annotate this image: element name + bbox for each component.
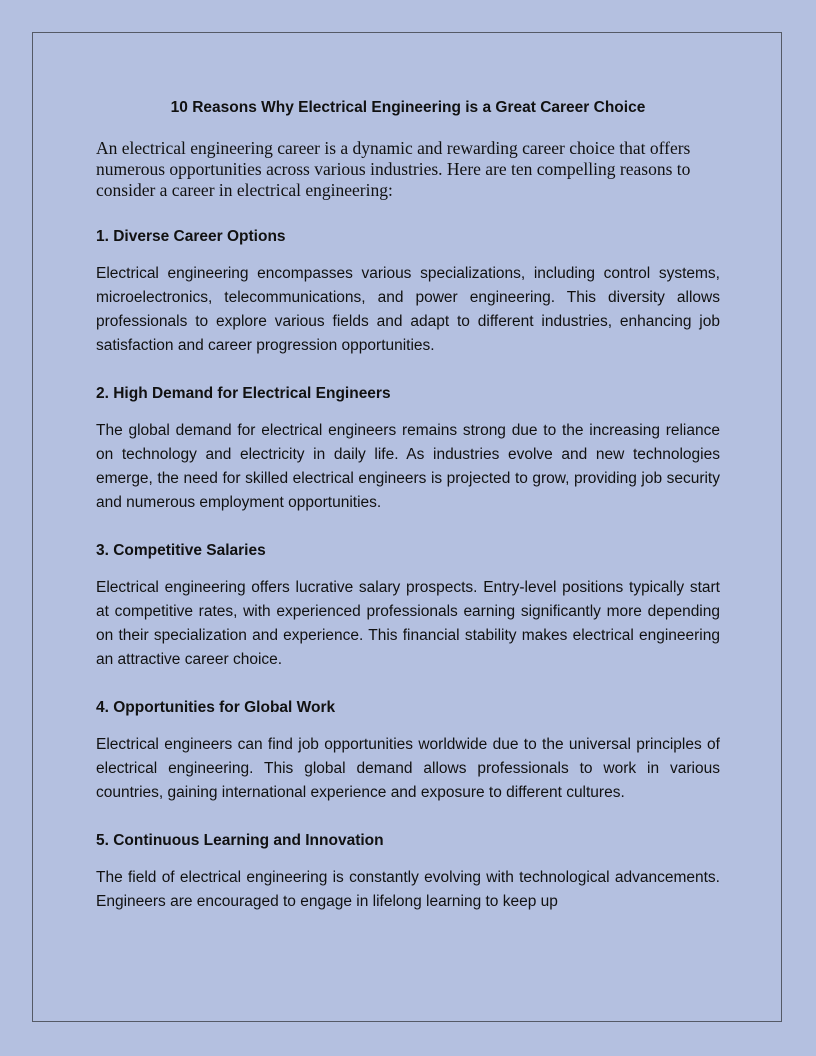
section-body: Electrical engineers can find job opportunities worldwide due to the universal principles of electrical engineering. This global demand allows professionals to work in various countries, gaining international experience and exposure to different cultures.: [96, 736, 720, 801]
section-heading: 1. Diverse Career Options: [96, 228, 286, 245]
document-title: 10 Reasons Why Electrical Engineering is a Great Career Choice: [170, 99, 646, 116]
section-continuous-learning: [96, 830, 720, 914]
section-body: Electrical engineering offers lucrative salary prospects. Entry-level positions typically start at competitive rates, with experienced professionals earning significantly more depending on their specialization and experience. This financial stability makes electrical engineering an attractive career choice.: [96, 579, 720, 668]
section-body: Electrical engineering encompasses various specializations, including control systems, microelectronics, telecommunications, and power engineering. This diversity allows professionals to explore various fields and adapt to different industries, enhancing job satisfaction and career progression opportunities.: [96, 265, 720, 354]
section-heading: 5. Continuous Learning and Innovation: [96, 832, 384, 849]
section-diverse-career-options: [96, 226, 720, 358]
section-body: The field of electrical engineering is constantly evolving with technological advancements. Engineers are encouraged to engage in lifelong learning to keep up: [96, 869, 720, 910]
section-heading: 3. Competitive Salaries: [96, 542, 266, 559]
section-heading: 4. Opportunities for Global Work: [96, 699, 336, 716]
section-global-work: [96, 697, 720, 805]
document-content: [96, 97, 720, 914]
section-high-demand: [96, 383, 720, 515]
section-competitive-salaries: [96, 540, 720, 672]
intro-paragraph: An electrical engineering career is a dynamic and rewarding career choice that offers numerous opportunities across various industries. Here are ten compelling reasons to consider a career in electrical engineering:: [96, 138, 691, 200]
section-heading: 2. High Demand for Electrical Engineers: [96, 385, 391, 402]
section-body: The global demand for electrical engineers remains strong due to the increasing reliance on technology and electricity in daily life. As industries evolve and new technologies emerge, the need for skilled electrical engineers is projected to grow, providing job security and numerous employment opportunities.: [96, 422, 720, 511]
